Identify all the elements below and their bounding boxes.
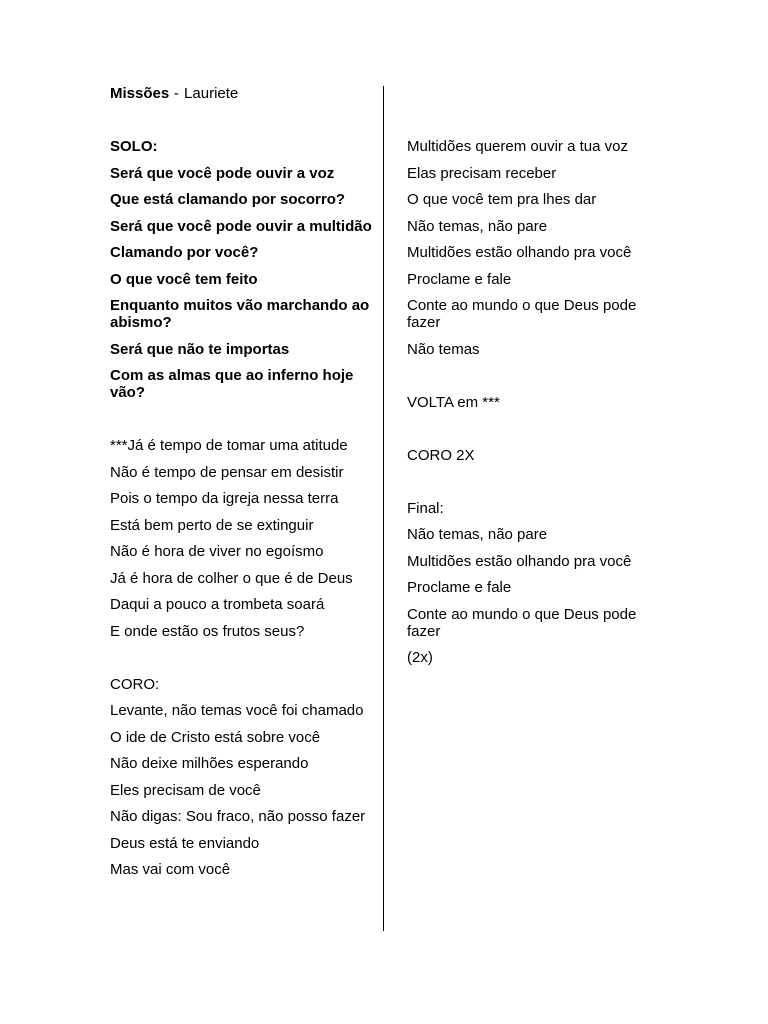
song-author: Lauriete (184, 85, 239, 102)
column-divider (383, 86, 384, 931)
coro-line: Eles precisam de você (110, 781, 261, 799)
coro-continued-section (407, 138, 667, 358)
coro-line: Multidões estão olhando pra você (407, 244, 632, 261)
coro-repeat-instruction: CORO 2X (407, 446, 475, 464)
verse-line: Não é tempo de pensar em desistir (110, 463, 344, 481)
final-line: Não temas, não pare (407, 526, 548, 543)
coro-line: Deus está te enviando (110, 834, 260, 852)
final-line: Multidões estão olhando pra você (407, 552, 632, 570)
solo-line: Enquanto muitos vão marchando ao abismo? (110, 297, 370, 331)
section-gap (110, 649, 372, 676)
coro-line: Elas precisam receber (407, 164, 557, 182)
coro-section (110, 676, 372, 879)
solo-line: Clamando por você? (110, 244, 259, 261)
coro-line: Não deixe milhões esperando (110, 755, 309, 772)
verse-line: Está bem perto de se extinguir (110, 516, 314, 534)
section-gap (407, 367, 667, 394)
verse-line: Não é hora de viver no egoísmo (110, 543, 324, 560)
solo-line: O que você tem feito (110, 270, 258, 288)
volta-instruction: VOLTA em *** (407, 393, 500, 411)
final-section (407, 500, 667, 667)
coro-line: O que você tem pra lhes dar (407, 191, 597, 208)
coro-line: Conte ao mundo o que Deus pode fazer (407, 297, 637, 331)
coro-line: Proclame e fale (407, 270, 512, 288)
verse-line: Já é hora de colher o que é de Deus (110, 569, 353, 587)
left-column (110, 84, 372, 888)
coro-line: O ide de Cristo está sobre você (110, 728, 321, 746)
final-line: Conte ao mundo o que Deus pode fazer (407, 605, 637, 640)
section-gap (110, 411, 372, 438)
verse-section (110, 437, 372, 640)
solo-line: Que está clamando por socorro? (110, 191, 346, 208)
coro-line: Não temas, não pare (407, 217, 548, 235)
coro-line: Levante, não temas você foi chamado (110, 702, 364, 719)
solo-line: Será que você pode ouvir a multidão (110, 217, 372, 235)
final-line: (2x) (407, 649, 433, 666)
coro-line: Multidões querem ouvir a tua voz (407, 138, 628, 155)
solo-line: Será que não te importas (110, 340, 290, 358)
solo-section (110, 138, 372, 401)
solo-line: Será que você pode ouvir a voz (110, 164, 335, 182)
verse-line: Pois o tempo da igreja nessa terra (110, 490, 339, 507)
right-column (407, 138, 667, 676)
coro-line: Não digas: Sou fraco, não posso fazer (110, 808, 366, 825)
title-separator: - (169, 85, 185, 102)
solo-line: Com as almas que ao inferno hoje vão? (110, 367, 354, 401)
song-title: Missões (110, 85, 170, 102)
final-line: Proclame e fale (407, 579, 512, 596)
verse-line: ***Já é tempo de tomar uma atitude (110, 437, 348, 454)
final-heading: Final: (407, 499, 444, 517)
coro-line: Mas vai com você (110, 861, 231, 878)
coro-heading: CORO: (110, 675, 160, 693)
section-gap (407, 420, 667, 447)
coro-line: Não temas (407, 340, 480, 358)
verse-line: E onde estão os frutos seus? (110, 622, 305, 640)
section-gap (407, 473, 667, 500)
solo-heading: SOLO: (110, 138, 158, 155)
song-title-line (110, 84, 372, 106)
verse-line: Daqui a pouco a trombeta soará (110, 596, 325, 613)
